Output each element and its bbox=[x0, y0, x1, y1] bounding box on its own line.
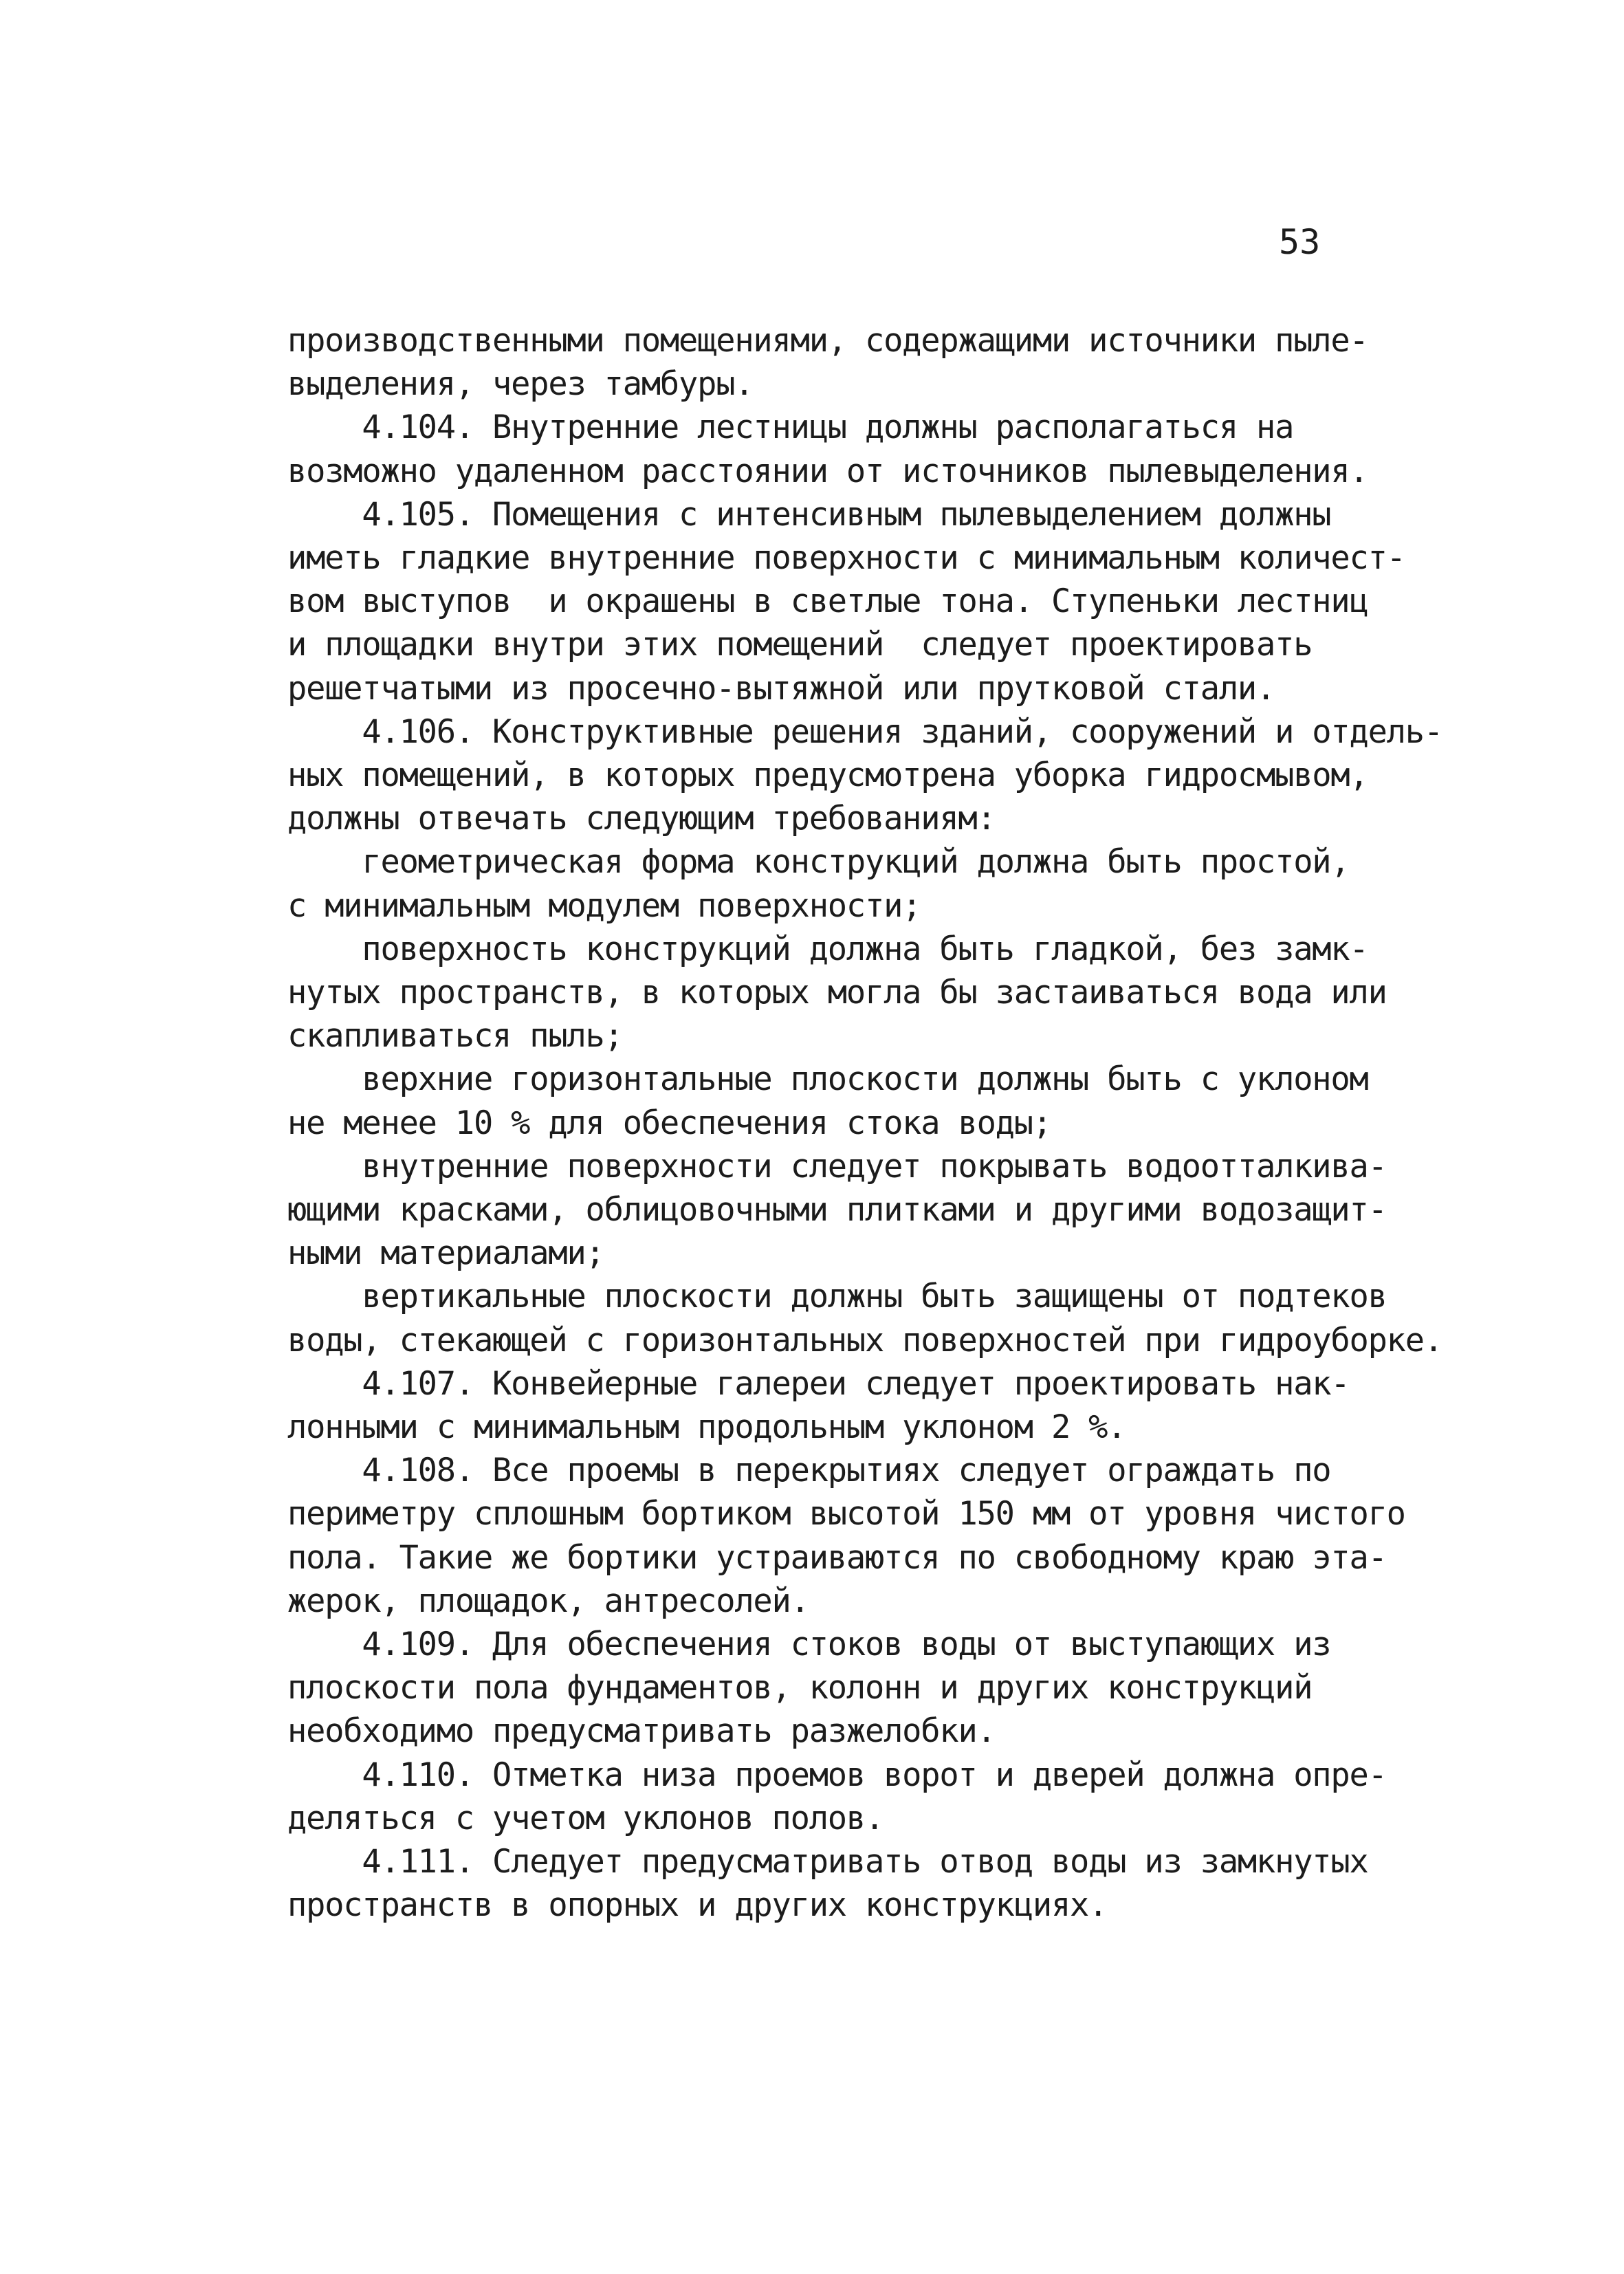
text-line: с минимальным модулем поверхности; bbox=[287, 886, 921, 925]
text-line: 4.106. Конструктивные решения зданий, сооружений и отдель- bbox=[287, 712, 1442, 751]
text-line: 4.109. Для обеспечения стоков воды от выступающих из bbox=[287, 1626, 1331, 1663]
text-line: и площадки внутри этих помещений следует проектировать bbox=[287, 626, 1313, 664]
text-line: 4.105. Помещения с интенсивным пылевыделением должны bbox=[287, 495, 1331, 534]
text-line: не менее 10 % для обеспечения стока воды; bbox=[287, 1104, 1051, 1142]
text-line: 4.108. Все проемы в перекрытиях следует ограждать по bbox=[287, 1452, 1331, 1490]
text-line: пространств в опорных и других конструкциях. bbox=[287, 1886, 1108, 1925]
text-line: пола. Такие же бортики устраиваются по свободному краю эта- bbox=[287, 1538, 1387, 1577]
text-line: поверхность конструкций должна быть гладкой, без замк- bbox=[287, 930, 1368, 968]
text-line: лонными с минимальным продольным уклоном 2 %. bbox=[287, 1408, 1126, 1446]
text-line: скапливаться пыль; bbox=[287, 1017, 623, 1056]
text-line: необходимо предусматривать разжелобки. bbox=[287, 1712, 996, 1751]
text-line: решетчатыми из просечно-вытяжной или прутковой стали. bbox=[287, 669, 1275, 708]
text-line: воды, стекающей с горизонтальных поверхностей при гидроуборке. bbox=[287, 1321, 1442, 1359]
text-line: ными материалами; bbox=[287, 1234, 604, 1273]
page-number: 53 bbox=[1279, 222, 1321, 262]
text-line: внутренние поверхности следует покрывать водоотталкива- bbox=[287, 1147, 1387, 1185]
text-line: иметь гладкие внутренние поверхности с минимальным количест- bbox=[287, 539, 1405, 577]
text-line: вертикальные плоскости должны быть защищены от подтеков bbox=[287, 1278, 1387, 1316]
text-line: жерок, площадок, антресолей. bbox=[287, 1582, 809, 1620]
text-line: 4.110. Отметка низа проемов ворот и дверей должна опре- bbox=[287, 1756, 1387, 1794]
text-line: плоскости пола фундаментов, колонн и других конструкций bbox=[287, 1669, 1313, 1707]
text-line: 4.104. Внутренние лестницы должны располагаться на bbox=[287, 408, 1294, 447]
text-line: возможно удаленном расстоянии от источников пылевыделения. bbox=[287, 452, 1368, 490]
text-line: должны отвечать следующим требованиям: bbox=[287, 800, 996, 838]
text-line: 4.107. Конвейерные галереи следует проектировать нак- bbox=[287, 1364, 1350, 1403]
text-line: производственными помещениями, содержащими источники пыле- bbox=[287, 322, 1368, 360]
text-line: деляться с учетом уклонов полов. bbox=[287, 1799, 884, 1837]
text-line: нутых пространств, в которых могла бы застаиваться вода или bbox=[287, 974, 1387, 1012]
text-line: 4.111. Следует предусматривать отвод воды из замкнутых bbox=[287, 1843, 1368, 1881]
text-line: верхние горизонтальные плоскости должны быть с уклоном bbox=[287, 1060, 1368, 1099]
text-line: выделения, через тамбуры. bbox=[287, 365, 754, 404]
text-line: вом выступов и окрашены в светлые тона. Ступеньки лестниц bbox=[287, 582, 1368, 621]
text-line: периметру сплошным бортиком высотой 150 мм от уровня чистого bbox=[287, 1495, 1405, 1533]
text-line: ных помещений, в которых предусмотрена уборка гидросмывом, bbox=[287, 756, 1368, 794]
text-line: ющими красками, облицовочными плитками и другими водозащит- bbox=[287, 1191, 1387, 1229]
text-line: геометрическая форма конструкций должна быть простой, bbox=[287, 843, 1350, 882]
